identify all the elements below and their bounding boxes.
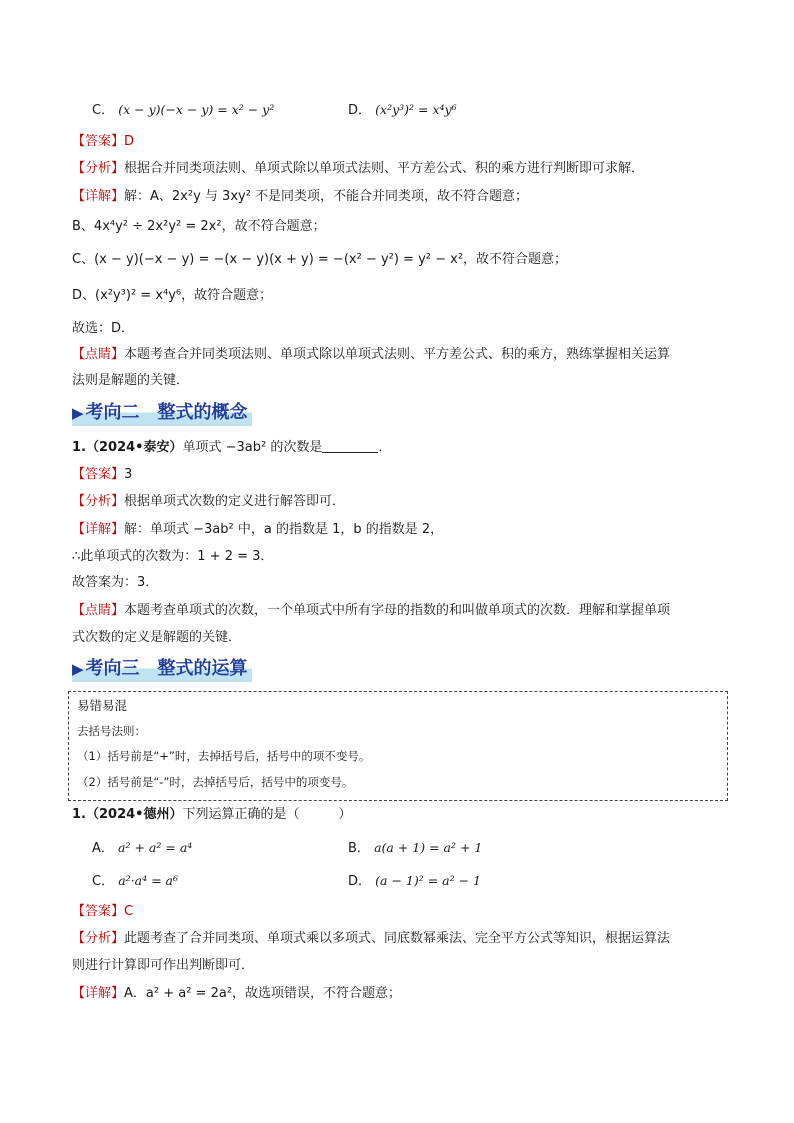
answer-tag: 【答案】 — [72, 134, 125, 149]
detail-tag: 【详解】 — [72, 986, 125, 1001]
question-source: 1.（2024•德州） — [72, 807, 183, 822]
option-c-label: C． — [92, 103, 115, 118]
tip-box — [68, 691, 728, 801]
detail-text-1: 解：单项式 −3ab² 中，a 的指数是 1，b 的指数是 2， — [124, 522, 444, 537]
option-b-expression: a(a + 1) = a² + 1 — [374, 840, 483, 855]
tip-title: 易错易混 — [77, 698, 128, 713]
answer-blank — [322, 439, 378, 453]
option-c-expression: (x − y)(−x − y) = x² − y² — [118, 102, 275, 117]
q3-answer-line — [72, 903, 133, 921]
q2-comment-line-2: 式次数的定义是解题的关键． — [72, 630, 242, 645]
analysis-text-1: 此题考查了合并同类项、单项式乘以多项式、同底数幂乘法、完全平方公式等知识，根据运算法 — [124, 931, 671, 946]
q1-analysis-line — [72, 160, 644, 178]
section-title: 整式的运算 — [157, 658, 248, 679]
section-label: 考向三 — [85, 658, 140, 679]
q3-stem — [72, 806, 352, 824]
q3-option-d — [348, 872, 481, 891]
analysis-tag: 【分析】 — [72, 161, 125, 176]
comment-text-1: 本题考查合并同类项法则、单项式除以单项式法则、平方差公式、积的乘方，熟练掌握相关运算 — [124, 347, 671, 362]
analysis-text: 根据单项式次数的定义进行解答即可． — [124, 494, 346, 509]
question-text: 单项式 −3ab² 的次数是 — [182, 440, 323, 455]
answer-value: C — [124, 904, 134, 919]
analysis-text: 根据合并同类项法则、单项式除以单项式法则、平方差公式、积的乘方进行判断即可求解． — [124, 161, 645, 176]
q2-stem — [72, 439, 391, 457]
q2-answer-line — [72, 466, 132, 484]
tip-rule-title: 去括号法则： — [77, 724, 146, 738]
option-d-expression: (x²y³)² = x⁴y⁶ — [375, 102, 457, 117]
question-end: ． — [378, 440, 392, 455]
q1-detail-c: C、(x − y)(−x − y) = −(x − y)(x + y) = −(x² − y²) = y² − x²，故不符合题意； — [72, 252, 568, 267]
q2-detail-1 — [72, 521, 443, 539]
answer-value: D — [124, 134, 135, 149]
section-heading-3 — [72, 656, 252, 682]
q1-comment-line-1 — [72, 346, 670, 364]
answer-tag: 【答案】 — [72, 467, 125, 482]
tip-rule-2: （2）括号前是“-”时，去掉括号后，括号中的项变号。 — [77, 775, 354, 789]
triangle-marker-icon: ▶ — [72, 660, 84, 678]
comment-text-1: 本题考查单项式的次数，一个单项式中所有字母的指数的和叫做单项式的次数．理解和掌握单项 — [124, 603, 671, 618]
answer-tag: 【答案】 — [72, 904, 125, 919]
q3-analysis-line-1 — [72, 930, 670, 948]
q2-comment-line-1 — [72, 602, 670, 620]
q1-comment-line-2: 法则是解题的关键． — [72, 373, 190, 388]
option-a-expression: a² + a² = a⁴ — [118, 840, 193, 855]
option-c-expression: a²·a⁴ = a⁶ — [118, 873, 179, 888]
option-d-expression: (a − 1)² = a² − 1 — [375, 873, 482, 888]
q2-detail-3: 故答案为：3． — [72, 575, 159, 590]
section-label: 考向二 — [85, 402, 140, 423]
q2-analysis-line — [72, 493, 345, 511]
q1-choose: 故选：D． — [72, 321, 135, 336]
option-d-label: D． — [348, 103, 372, 118]
comment-tag: 【点睛】 — [72, 603, 125, 618]
detail-tag: 【详解】 — [72, 522, 125, 537]
q1-detail-d: D、(x²y³)² = x⁴y⁶，故符合题意； — [72, 288, 273, 303]
option-c-label: C． — [92, 874, 115, 889]
option-b-label: B． — [348, 841, 370, 856]
question-source: 1.（2024•泰安） — [72, 440, 183, 455]
analysis-tag: 【分析】 — [72, 494, 125, 509]
q3-option-c — [92, 872, 178, 891]
q3-option-b — [348, 839, 482, 858]
q2-detail-2: ∴此单项式的次数为：1 + 2 = 3． — [72, 549, 274, 564]
tip-rule-1: （1）括号前是“+”时，去掉括号后，括号中的项不变号。 — [77, 749, 371, 763]
q3-detail-a — [72, 985, 401, 1003]
section-title: 整式的概念 — [157, 402, 248, 423]
q3-analysis-line-2: 则进行计算即可作出判断即可． — [72, 958, 255, 973]
detail-a-text: 解：A、2x²y 与 3xy² 不是同类项，不能合并同类项，故不符合题意； — [124, 189, 529, 204]
option-a-label: A． — [92, 841, 114, 856]
answer-value: 3 — [124, 467, 133, 482]
option-d-top — [348, 101, 457, 120]
q1-detail-b: B、4x⁴y² ÷ 2x²y² = 2x²，故不符合题意； — [72, 219, 326, 234]
q3-option-a — [92, 839, 192, 858]
detail-a-text: A．a² + a² = 2a²，故选项错误，不符合题意； — [124, 986, 402, 1001]
option-c-top — [92, 101, 274, 120]
triangle-marker-icon: ▶ — [72, 404, 84, 422]
question-text: 下列运算正确的是（ ） — [182, 807, 352, 822]
analysis-tag: 【分析】 — [72, 931, 125, 946]
comment-tag: 【点睛】 — [72, 347, 125, 362]
q1-detail-a — [72, 188, 528, 206]
option-d-label: D． — [348, 874, 372, 889]
q1-answer-line — [72, 133, 134, 151]
detail-tag: 【详解】 — [72, 189, 125, 204]
section-heading-2 — [72, 400, 252, 426]
